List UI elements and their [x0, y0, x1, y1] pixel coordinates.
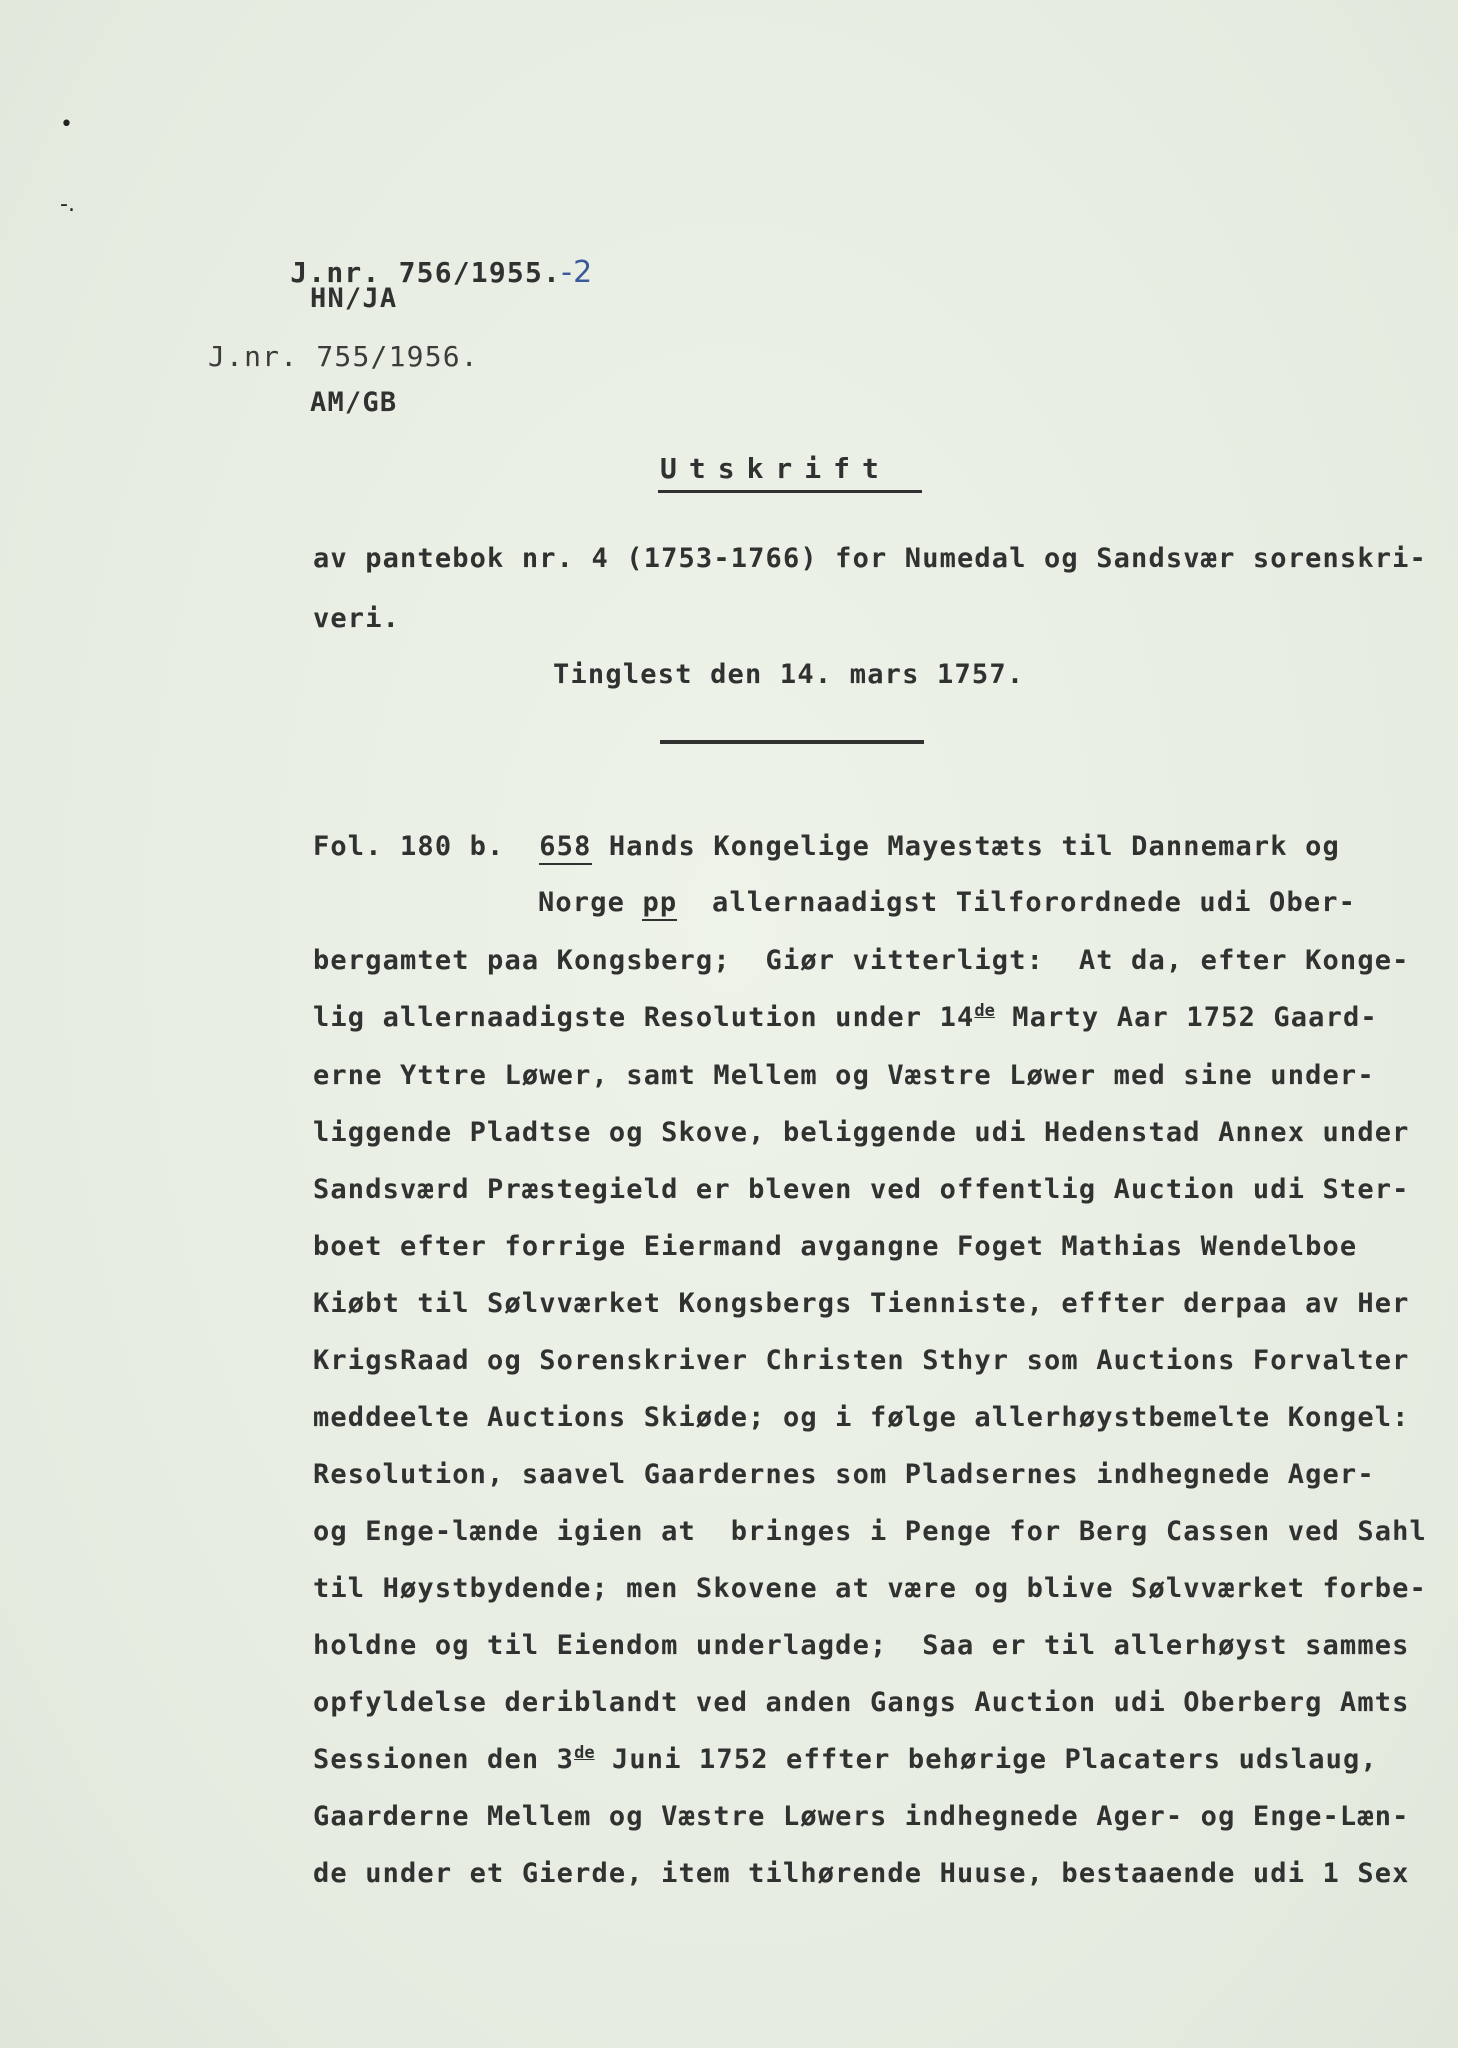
entry-number: 658 — [539, 831, 591, 865]
initials-1: HN/JA — [310, 283, 398, 314]
initials-2: AM/GB — [310, 387, 398, 418]
entry-line-3: bergamtet paa Kongsberg; Giør vitterligt: At da, efter Konge- — [313, 945, 1410, 976]
margin-mark-top: • — [60, 112, 73, 137]
intro-line-2: veri. — [313, 603, 401, 634]
entry-line-8: boet efter forrige Eiermand avgangne Foget Mathias Wendelboe — [313, 1231, 1358, 1262]
handwritten-annotation: -2 — [561, 255, 594, 290]
journal-number-1-text: J.nr. 756/1955. — [290, 256, 562, 289]
margin-mark-lower: -. — [60, 192, 75, 217]
pp-abbreviation: pp — [642, 887, 677, 921]
registration-date: Tinglest den 14. mars 1757. — [553, 659, 1025, 690]
entry-line-14: til Høystbydende; men Skovene at være og blive Sølvværket forbe- — [313, 1573, 1427, 1604]
entry-line-9: Kiøbt til Sølvværket Kongsbergs Tienniste, effter derpaa av Her — [313, 1288, 1410, 1319]
entry-line-17: Sessionen den 3de Juni 1752 effter behørige Placaters udslaug, — [313, 1743, 1378, 1775]
entry-line-5: erne Yttre Løwer, samt Mellem og Væstre Løwer med sine under- — [313, 1060, 1375, 1091]
entry-line-10: KrigsRaad og Sorenskriver Christen Sthyr som Auctions Forvalter — [313, 1345, 1410, 1376]
entry-line-11: meddeelte Auctions Skiøde; og i følge allerhøystbemelte Kongel: — [313, 1402, 1410, 1433]
entry-line-19: de under et Gierde, item tilhørende Huuse, bestaaende udi 1 Sex — [313, 1858, 1410, 1889]
journal-number-1 — [218, 222, 593, 324]
folio-reference: Fol. 180 b. — [313, 831, 505, 862]
title-underline — [658, 490, 922, 493]
section-rule — [660, 740, 924, 744]
journal-number-2: J.nr. 755/1956. — [208, 340, 479, 373]
entry-line-18: Gaarderne Mellem og Væstre Løwers indhegnede Ager- og Enge-Læn- — [313, 1801, 1410, 1832]
entry-line-13: og Enge-lænde igien at bringes i Penge for Berg Cassen ved Sahl — [313, 1516, 1427, 1547]
entry-line-2: Norge pp allernaadigst Tilforordnede udi Ober- — [538, 886, 1356, 920]
entry-line-7: Sandsværd Præstegield er bleven ved offentlig Auction udi Ster- — [313, 1174, 1410, 1205]
entry-line-12: Resolution, saavel Gaardernes som Pladsernes indhegnede Ager- — [313, 1459, 1375, 1490]
intro-line-1: av pantebok nr. 4 (1753-1766) for Numedal og Sandsvær sorenskri- — [313, 543, 1427, 574]
entry-line-16: opfyldelse deriblandt ved anden Gangs Auction udi Oberberg Amts — [313, 1687, 1410, 1718]
entry-line-15: holdne og til Eiendom underlagde; Saa er til allerhøyst sammes — [313, 1630, 1410, 1661]
document-title: Utskrift — [660, 452, 891, 485]
entry-line-4: lig allernaadigste Resolution under 14de Marty Aar 1752 Gaard- — [313, 1001, 1378, 1033]
entry-line-1: Fol. 180 b. 658 Hands Kongelige Mayestæts til Dannemark og — [313, 830, 1340, 864]
entry-line-6: liggende Pladtse og Skove, beliggende udi Hedenstad Annex under — [313, 1117, 1410, 1148]
